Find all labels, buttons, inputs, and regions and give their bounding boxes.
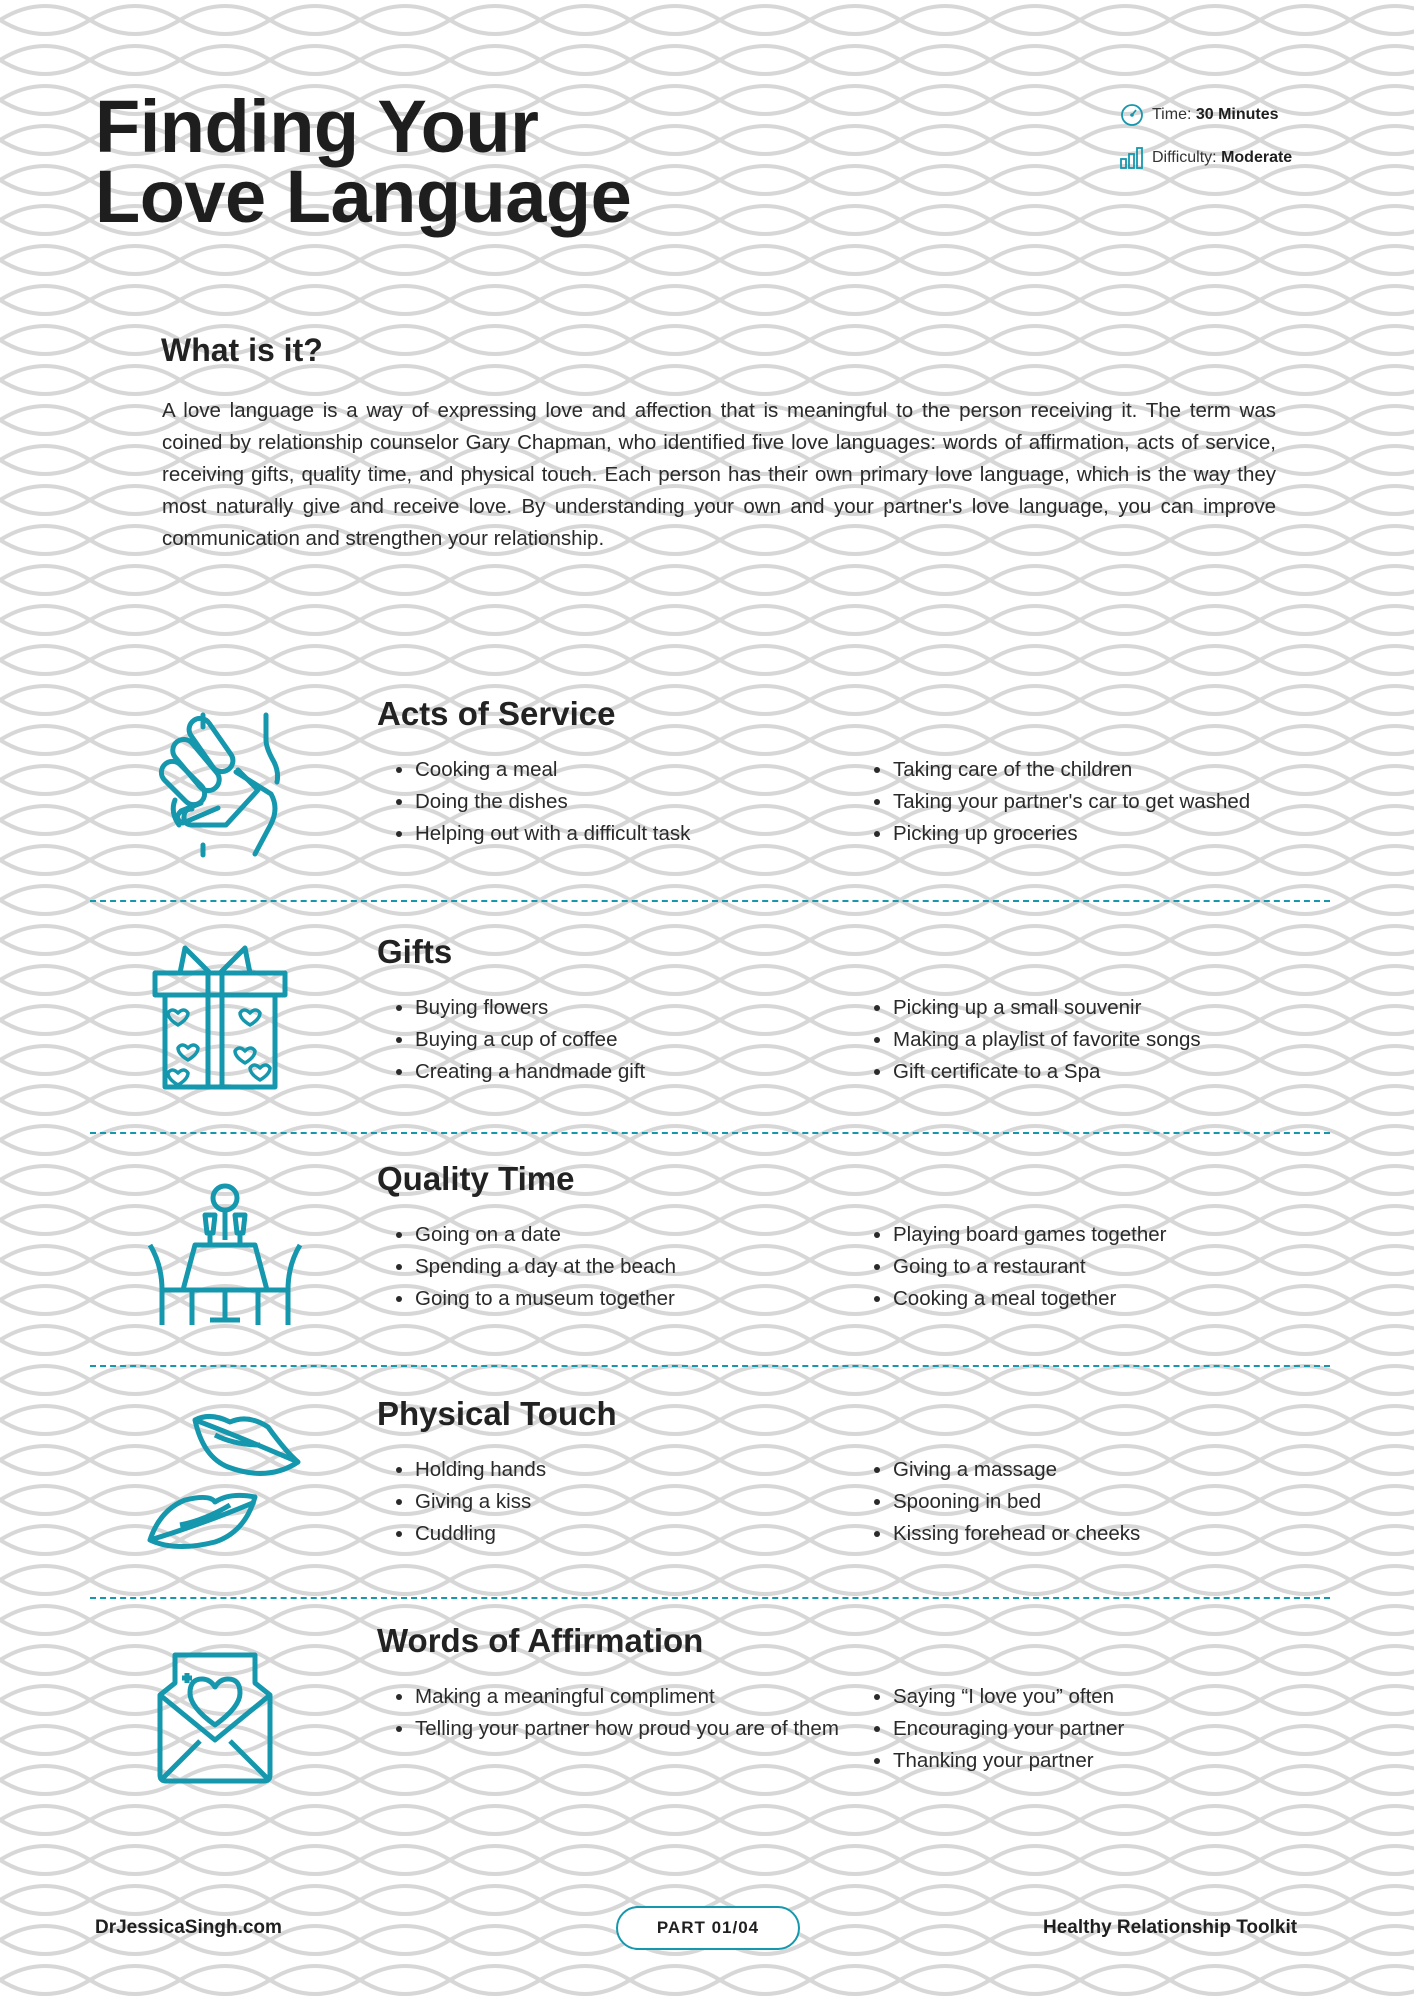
list-item: • Making a meaningful compliment: [415, 1681, 855, 1713]
list-item: • Thanking your partner: [893, 1745, 1333, 1777]
list-item: • Taking care of the children: [893, 754, 1333, 786]
section-divider: [90, 1132, 1330, 1134]
list-item: • Telling your partner how proud you are of them: [415, 1713, 855, 1745]
section-divider: [90, 900, 1330, 902]
bar-chart-icon: [1120, 147, 1144, 169]
list-item: • Creating a handmade gift: [415, 1056, 855, 1088]
title-line-2: Love Language: [95, 155, 632, 238]
intro-paragraph: A love language is a way of expressing love and affection that is meaningful to the person receiving it. The term was coined by relationship counselor Gary Chapman, who identified five love languages: words of affirmation, acts of service, receiving gifts, quality time, and physical touch. Each person has their own primary love language, which is the way they most naturally give and receive love. By understanding your own and your partner's love language, you can improve communication and strengthen your relationship.: [162, 399, 1276, 550]
section-title: Quality Time: [377, 1160, 575, 1197]
list-item: • Picking up a small souvenir: [893, 992, 1333, 1024]
section-title: Words of Affirmation: [377, 1622, 704, 1659]
list-item: • Picking up groceries: [893, 818, 1333, 850]
bullet-list-right: [857, 1681, 1333, 1777]
list-item: • Taking your partner's car to get washed: [893, 786, 1333, 818]
bullet-list-left: [379, 1454, 855, 1550]
helping-hands-icon: [140, 695, 290, 870]
difficulty-info: [1120, 147, 1292, 169]
title-line-1: Finding Your: [95, 85, 539, 168]
list-item: • Going to a restaurant: [893, 1251, 1333, 1283]
section-title: Acts of Service: [377, 695, 616, 732]
list-item: • Saying “I love you” often: [893, 1681, 1333, 1713]
list-item: • Going to a museum together: [415, 1283, 855, 1315]
bullet-list-left: [379, 1219, 855, 1315]
list-item: • Spooning in bed: [893, 1486, 1333, 1518]
gift-box-icon: [140, 933, 290, 1098]
difficulty-value: Moderate: [1221, 149, 1293, 166]
list-item: • Gift certificate to a Spa: [893, 1056, 1333, 1088]
intro-heading: What is it?: [161, 332, 323, 368]
footer-toolkit: Healthy Relationship Toolkit: [1043, 1917, 1298, 1938]
section-title: Gifts: [377, 933, 453, 970]
list-item: • Cooking a meal: [415, 754, 855, 786]
difficulty-label: Difficulty:: [1152, 149, 1217, 166]
time-info: [1120, 103, 1279, 127]
list-item: • Giving a massage: [893, 1454, 1333, 1486]
time-label: Time:: [1152, 106, 1192, 123]
time-value: 30 Minutes: [1195, 106, 1279, 123]
list-item: • Kissing forehead or cheeks: [893, 1518, 1333, 1550]
bullet-list-left: [379, 1681, 855, 1745]
bullet-list-left: [379, 754, 855, 850]
list-item: • Doing the dishes: [415, 786, 855, 818]
dinner-table-icon: [140, 1180, 310, 1335]
list-item: • Going on a date: [415, 1219, 855, 1251]
bullet-list-right: [857, 992, 1333, 1088]
list-item: • Holding hands: [415, 1454, 855, 1486]
list-item: • Cuddling: [415, 1518, 855, 1550]
section-divider: [90, 1365, 1330, 1367]
part-badge: PART 01/04: [616, 1906, 800, 1950]
love-letter-icon: [140, 1640, 290, 1795]
list-item: • Cooking a meal together: [893, 1283, 1333, 1315]
list-item: • Buying flowers: [415, 992, 855, 1024]
bullet-list-right: [857, 1454, 1333, 1550]
list-item: • Giving a kiss: [415, 1486, 855, 1518]
section-divider: [90, 1597, 1330, 1599]
list-item: • Buying a cup of coffee: [415, 1024, 855, 1056]
list-item: • Making a playlist of favorite songs: [893, 1024, 1333, 1056]
lips-icon: [140, 1400, 310, 1565]
footer-website[interactable]: DrJessicaSingh.com: [95, 1917, 282, 1938]
bullet-list-right: [857, 1219, 1333, 1315]
list-item: • Encouraging your partner: [893, 1713, 1333, 1745]
list-item: • Helping out with a difficult task: [415, 818, 855, 850]
page-title: [95, 85, 632, 238]
list-item: • Playing board games together: [893, 1219, 1333, 1251]
section-title: Physical Touch: [377, 1395, 617, 1432]
bullet-list-left: [379, 992, 855, 1088]
list-item: • Spending a day at the beach: [415, 1251, 855, 1283]
bullet-list-right: [857, 754, 1333, 850]
stopwatch-icon: [1120, 103, 1144, 127]
